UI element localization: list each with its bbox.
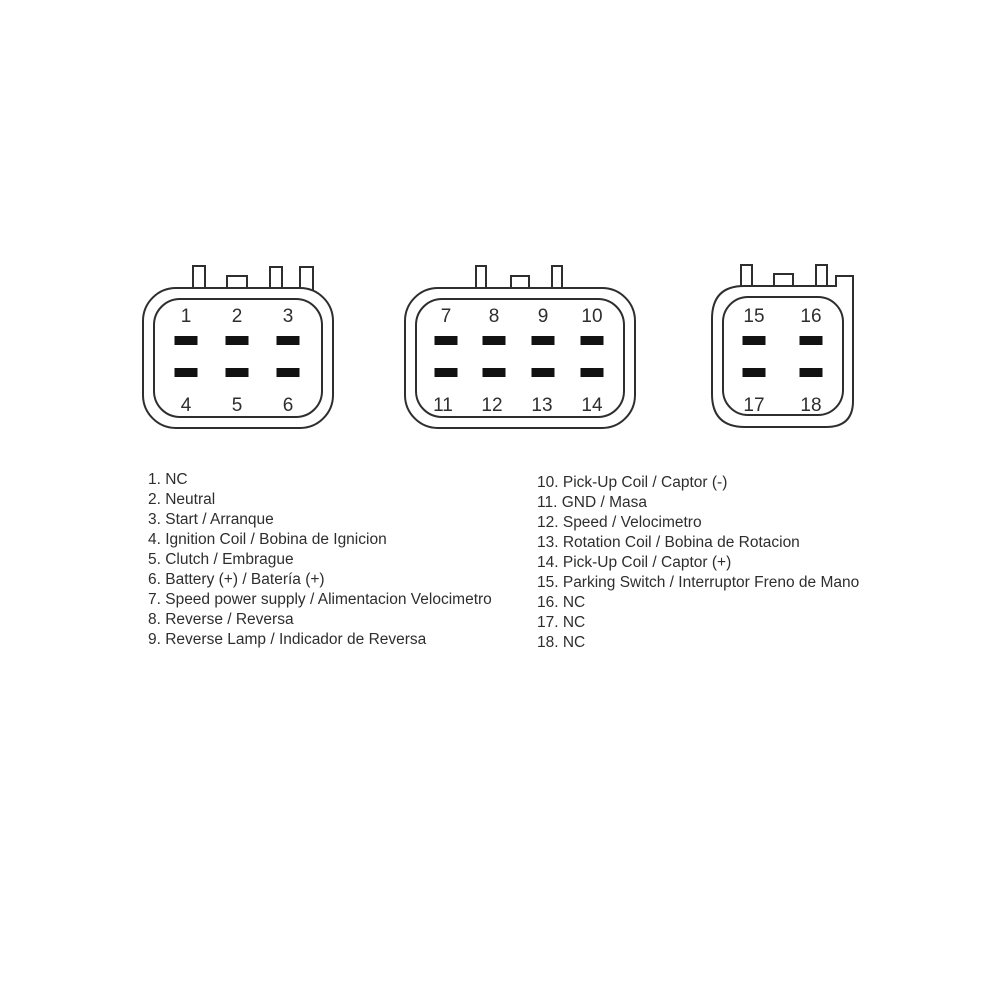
outer-shell-outline xyxy=(712,276,853,427)
mounting-tab xyxy=(552,266,562,289)
legend-item: 8. Reverse / Reversa xyxy=(148,611,294,628)
pin-slot xyxy=(175,368,198,377)
pin-slot xyxy=(175,336,198,345)
pin-number: 3 xyxy=(282,306,294,327)
pin-number: 1 xyxy=(180,306,192,327)
legend-item: 6. Battery (+) / Batería (+) xyxy=(148,571,325,588)
legend-item: 14. Pick-Up Coil / Captor (+) xyxy=(537,554,732,571)
pin-number: 7 xyxy=(440,306,452,327)
pin-number: 18 xyxy=(800,395,822,416)
connector-4pin xyxy=(712,265,853,427)
pin-slot xyxy=(483,336,506,345)
pin-slot xyxy=(226,368,249,377)
pin-number: 4 xyxy=(180,395,192,416)
pin-slot xyxy=(483,368,506,377)
legend-item: 9. Reverse Lamp / Indicador de Reversa xyxy=(148,631,427,648)
legend-item: 3. Start / Arranque xyxy=(148,511,274,528)
pin-slot xyxy=(743,368,766,377)
legend-item: 5. Clutch / Embrague xyxy=(148,551,294,568)
pin-slot xyxy=(581,336,604,345)
pin-slot xyxy=(532,336,555,345)
pin-slot xyxy=(800,336,823,345)
pin-number: 5 xyxy=(231,395,243,416)
pin-number: 14 xyxy=(581,395,603,416)
connector-6pin xyxy=(143,266,333,428)
pin-slot xyxy=(277,336,300,345)
legend-item: 10. Pick-Up Coil / Captor (-) xyxy=(537,474,728,491)
pin-number: 16 xyxy=(800,306,822,327)
pin-number: 10 xyxy=(581,306,603,327)
pin-slot xyxy=(532,368,555,377)
legend-item: 18. NC xyxy=(537,634,586,651)
pin-slot xyxy=(277,368,300,377)
pin-number: 15 xyxy=(743,306,765,327)
pin-number: 6 xyxy=(282,395,294,416)
legend-item: 7. Speed power supply / Alimentacion Velocimetro xyxy=(148,591,492,608)
legend-item: 15. Parking Switch / Interruptor Freno de Mano xyxy=(537,574,860,591)
mounting-tab xyxy=(193,266,205,289)
mounting-tab xyxy=(270,267,282,289)
pin-number: 13 xyxy=(531,395,553,416)
legend-item: 17. NC xyxy=(537,614,586,631)
pin-slot xyxy=(226,336,249,345)
legend-item: 4. Ignition Coil / Bobina de Ignicion xyxy=(148,531,387,548)
pin-slot xyxy=(435,368,458,377)
pin-slot xyxy=(743,336,766,345)
legend-item: 1. NC xyxy=(148,471,188,488)
mounting-tab xyxy=(741,265,752,288)
connector-8pin xyxy=(405,266,635,428)
legend-right-column xyxy=(537,473,859,653)
legend-left-column xyxy=(148,470,492,650)
pin-number: 2 xyxy=(231,306,243,327)
legend-item: 13. Rotation Coil / Bobina de Rotacion xyxy=(537,534,800,551)
legend-item: 2. Neutral xyxy=(148,491,216,508)
pin-number: 17 xyxy=(743,395,765,416)
legend-item: 12. Speed / Velocimetro xyxy=(537,514,702,531)
pin-number: 11 xyxy=(433,395,453,416)
pin-number: 8 xyxy=(488,306,500,327)
pin-slot xyxy=(800,368,823,377)
legend-item: 16. NC xyxy=(537,594,586,611)
legend-item: 11. GND / Masa xyxy=(537,494,647,511)
connector-pinout-diagram xyxy=(0,0,1000,460)
mounting-tab xyxy=(816,265,827,288)
pin-slot xyxy=(435,336,458,345)
mounting-tab xyxy=(476,266,486,289)
pin-slot xyxy=(581,368,604,377)
pin-number: 12 xyxy=(481,395,503,416)
pin-number: 9 xyxy=(537,306,549,327)
